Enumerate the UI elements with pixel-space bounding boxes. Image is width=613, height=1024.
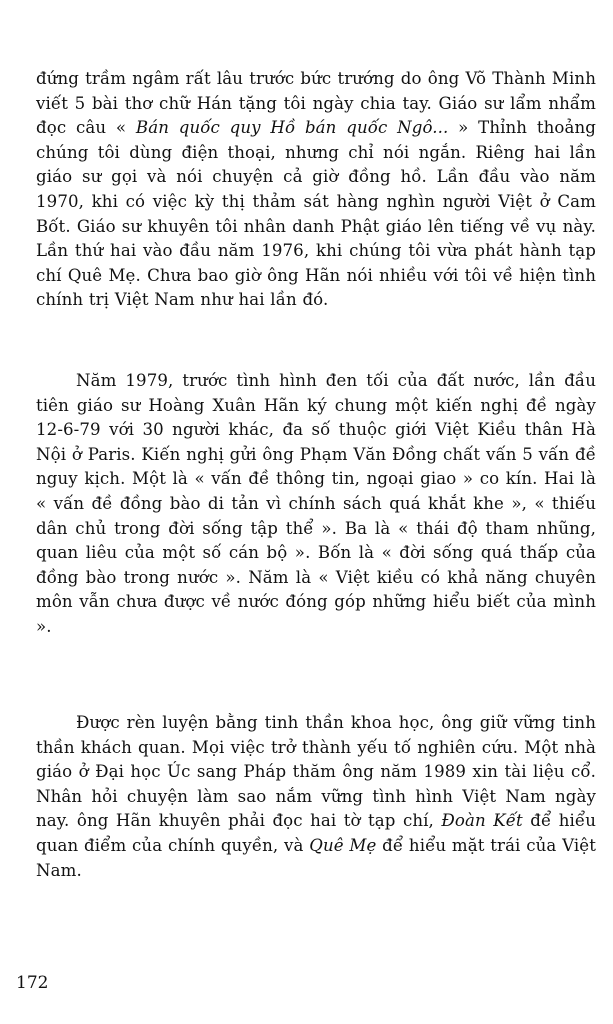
- page-number: 172: [16, 973, 49, 993]
- paragraph-2-text: Năm 1979, trước tình hình đen tối của đất nước, lần đầu tiên giáo sư Hoàng Xuân Hãn ký chung một kiến nghị đề ngày 12-6-79 với 30 người khác, đa số thuộc giới Việt Kiều thân Hà Nội ở Paris. Kiến nghị gửi ông Phạm Văn Đồng chất vấn 5 vấn đề nguy kịch. Một là « vấn đề thông tin, ngoại giao » co kín. Hai là « vấn đề đồng bào di tản vì chính sách quá khắt khe », « thiếu dân chủ trong đời sống tập thể ». Ba là « thái độ tham nhũng, quan liêu của một số cán bộ ». Bốn là « đời sống quá thấp của đồng bào trong nước ». Năm là « Việt kiều có khả năng chuyên môn vẫn chưa được về nước đóng góp những hiểu biết của mình ».: [36, 371, 596, 636]
- paragraph-3-que-me-italic: Quê Mẹ: [309, 835, 377, 855]
- paragraph-2: [36, 369, 596, 640]
- paragraph-3: [36, 711, 596, 883]
- paragraph-1: [36, 67, 596, 313]
- paragraph-1-text-b: » Thỉnh thoảng chúng tôi dùng điện thoại, nhưng chỉ nói ngắn. Riêng hai lần giáo sư gọi và nói chuyện cả giờ đồng hồ. Lần đầu vào năm 1970, khi có việc kỳ thị thảm sát hàng nghìn người Việt ở Cam Bốt. Giáo sư khuyên tôi nhân danh Phật giáo lên tiếng về vụ này. Lần thứ hai vào đầu năm 1976, khi chúng tôi vừa phát hành tạp chí Quê Mẹ. Chưa bao giờ ông Hãn nói nhiều với tôi về hiện tình chính trị Việt Nam như hai lần đó.: [36, 118, 596, 310]
- paragraph-1-quote-italic: Bán quốc quy Hồ bán quốc Ngô...: [135, 118, 449, 138]
- paragraph-3-doan-ket-italic: Đoàn Kết: [441, 811, 523, 831]
- paragraph-3-text-c: để hiểu mặt trái của Việt Nam.: [36, 835, 596, 880]
- paragraph-3-text-b: để hiểu quan điểm của chính quyền, và: [36, 811, 597, 855]
- paragraph-3-text-a: Được rèn luyện bằng tinh thần khoa học, ông giữ vững tinh thần khách quan. Mọi việc trở thành yếu tố nghiên cứu. Một nhà giáo ở Đại học Úc sang Pháp thăm ông năm 1989 xin tài liệu cổ. Nhân hỏi chuyện làm sao nắm vững tình hình Việt Nam ngày nay. ông Hãn khuyên phải đọc hai tờ tạp chí,: [36, 713, 596, 831]
- paragraph-1-text-a: đứng trầm ngâm rất lâu trước bức trướng do ông Võ Thành Minh viết 5 bài thơ chữ Hán tặng tôi ngày chia tay. Giáo sư lẩm nhẩm đọc câu «: [36, 69, 596, 138]
